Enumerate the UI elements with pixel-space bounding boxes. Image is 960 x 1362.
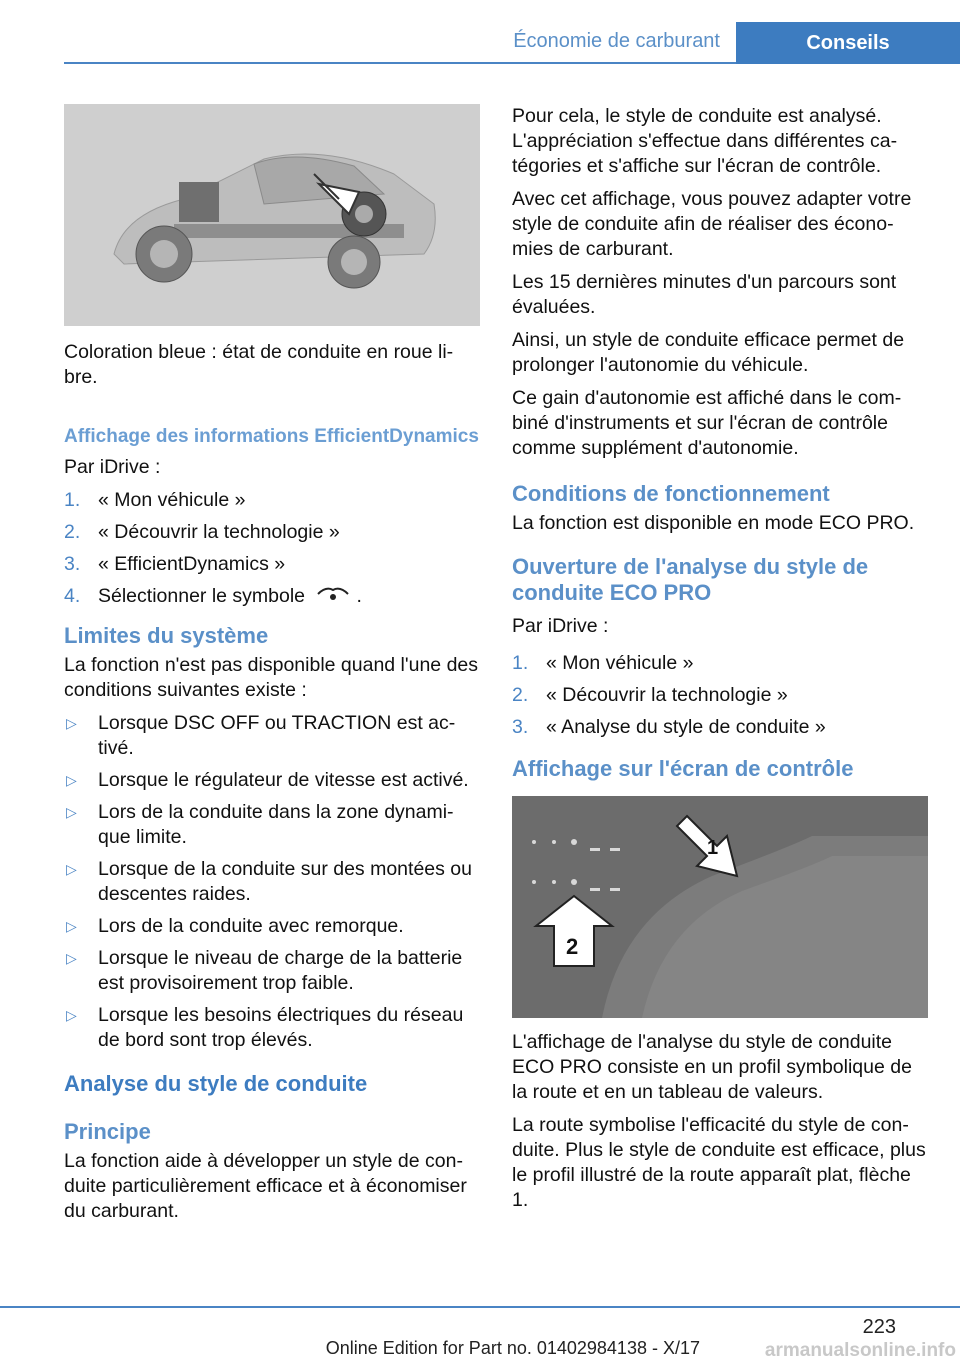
- list-item: ▷ Lors de la conduite dans la zone dynami-que limite.: [66, 801, 454, 849]
- paragraph: Les 15 dernières minutes d'un parcours sont évaluées.: [512, 271, 897, 318]
- efficient-heading: Affichage des informations EfficientDynamics: [64, 426, 479, 447]
- limits-heading: Limites du système: [64, 623, 269, 649]
- page-number: 223: [862, 1316, 896, 1338]
- list-item: ▷ Lorsque le régulateur de vitesse est activé.: [66, 769, 469, 792]
- affichage-heading: Affichage sur l'écran de contrôle: [512, 756, 854, 781]
- conditions-text: La fonction est disponible en mode ECO PRO.: [512, 512, 915, 534]
- list-item: 2. « Découvrir la technologie »: [512, 684, 788, 706]
- limits-list: [64, 711, 480, 1053]
- list-item: ▷ Lorsque le niveau de charge de la batterie est provisoirement trop faible.: [66, 947, 463, 995]
- list-item: ▷ Lorsque DSC OFF ou TRACTION est ac-tivé.: [66, 712, 456, 760]
- paragraph: Avec cet affichage, vous pouvez adapter votre style de conduite afin de réaliser des écono-mies de carburant.: [512, 188, 912, 260]
- list-item: 4. Sélectionner le symbole .: [64, 584, 480, 609]
- arrow-1-label: 1: [707, 837, 719, 859]
- paragraph: Ainsi, un style de conduite efficace permet de prolonger l'autonomie du véhicule.: [512, 329, 905, 376]
- eco-display-figure: [512, 796, 928, 1018]
- bullet-triangle-icon: ▷: [66, 861, 77, 878]
- list-item: ▷ Lorsque les besoins électriques du réseau de bord sont trop élevés.: [66, 1004, 464, 1052]
- list-item: 3. « Analyse du style de conduite »: [512, 716, 826, 738]
- list-item: 3. « EfficientDynamics »: [64, 553, 286, 575]
- efficient-via: Par iDrive :: [64, 456, 161, 478]
- right-column: [512, 104, 928, 1221]
- efficient-steps: [64, 488, 480, 609]
- ouverture-heading: Ouverture de l'analyse du style de conduite ECO PRO: [512, 554, 869, 605]
- header-section-title: Économie de carburant: [513, 30, 720, 52]
- ouverture-steps: [512, 651, 928, 740]
- watermark-logo: armanualsonline.info: [764, 1340, 956, 1361]
- affichage-text-2: La route symbolise l'efficacité du style de con-duite. Plus le style de conduite est efficace, plus le profil illustré de la route apparaît plat, flèche 1.: [512, 1114, 926, 1211]
- bullet-triangle-icon: ▷: [66, 918, 77, 935]
- bullet-triangle-icon: ▷: [66, 804, 77, 821]
- left-column: [64, 104, 480, 1232]
- bullet-triangle-icon: ▷: [66, 950, 77, 967]
- arrow-2-label: 2: [566, 934, 579, 959]
- principe-text: La fonction aide à développer un style de con-duite particulièrement efficace et à économiser du carburant.: [64, 1150, 467, 1223]
- car-cutaway-illustration: [64, 104, 480, 326]
- car-cutaway-figure: [64, 104, 480, 326]
- figure-caption: Coloration bleue : état de conduite en roue li-bre.: [64, 341, 454, 388]
- list-item: 1. « Mon véhicule »: [512, 652, 694, 674]
- list-item: 2. « Découvrir la technologie »: [64, 521, 340, 543]
- paragraph: Pour cela, le style de conduite est analysé. L'appréciation s'effectue dans différentes ca-tégories et s'affiche sur l'écran de contrôle.: [512, 105, 898, 177]
- limits-intro: La fonction n'est pas disponible quand l'une des conditions suivantes existe :: [64, 654, 479, 702]
- list-item: ▷ Lors de la conduite avec remorque.: [66, 915, 404, 938]
- car-symbol-icon: [316, 584, 350, 609]
- bullet-triangle-icon: ▷: [66, 772, 77, 789]
- paragraph: Ce gain d'autonomie est affiché dans le com-biné d'instruments et sur l'écran de contrôle comme supplément d'autonomie.: [512, 387, 902, 459]
- header-tab-conseils: Conseils: [736, 22, 960, 64]
- affichage-text-1: L'affichage de l'analyse du style de conduite ECO PRO consiste en un profil symbolique de la route et en un tableau de valeurs.: [512, 1031, 912, 1103]
- list-item: ▷ Lorsque de la conduite sur des montées ou descentes raides.: [66, 858, 472, 906]
- bullet-triangle-icon: ▷: [66, 1007, 77, 1024]
- edition-text: Online Edition for Part no. 01402984138 - X/17: [325, 1338, 700, 1358]
- list-item: 1. « Mon véhicule »: [64, 489, 246, 511]
- bullet-triangle-icon: ▷: [66, 715, 77, 732]
- analyse-heading: Analyse du style de conduite: [64, 1071, 368, 1097]
- footer-rule: [0, 1306, 960, 1308]
- eco-display-illustration: [512, 796, 928, 1018]
- principe-heading: Principe: [64, 1119, 151, 1145]
- conditions-heading: Conditions de fonctionnement: [512, 481, 830, 506]
- ouverture-via: Par iDrive :: [512, 615, 609, 637]
